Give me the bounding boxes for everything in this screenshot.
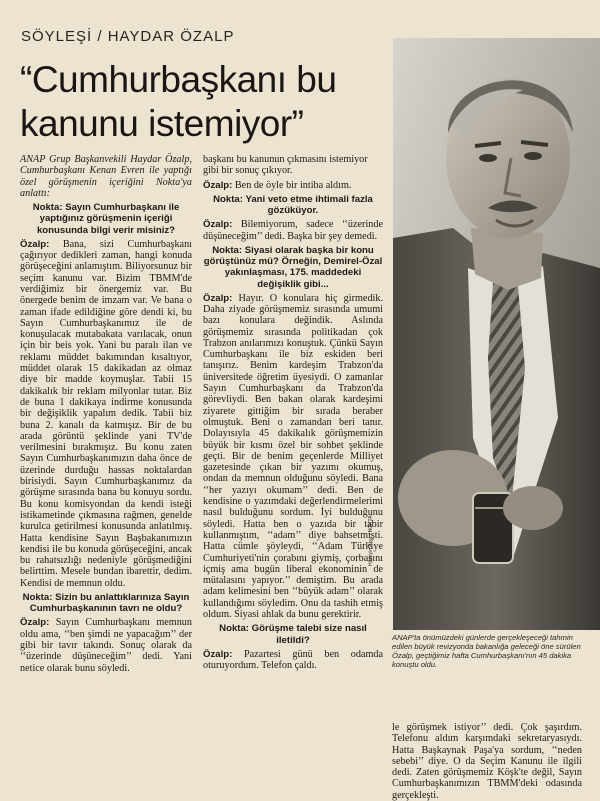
photo-credit: Hüseyin Akar / NOKTA xyxy=(368,515,374,566)
question-6: Nokta: Görüşme talebi size nasıl iletildi? xyxy=(219,623,367,646)
answer-6 xyxy=(203,649,383,672)
speaker-label: Özalp: xyxy=(20,238,50,250)
speaker-label: Özalp: xyxy=(20,617,50,629)
answer-3-text: Ben de öyle bir intiba aldım. xyxy=(234,179,352,191)
answer-1 xyxy=(20,239,192,589)
portrait-illustration xyxy=(393,38,600,630)
question-5: Nokta: Siyasi olarak başka bir konu görüştünüz mü? Örneğin, Demirel-Özal yakınlaşması, 175. maddedeki değişiklik gibi... xyxy=(203,244,383,290)
article-column-2 xyxy=(203,154,383,792)
speaker-label: Özalp: xyxy=(203,648,233,660)
speaker-label: Özalp: xyxy=(203,179,233,191)
answer-1-text: Bana, sizi Cumhurbaşkanı çağırıyor dedikleri zaman, hangi konuda görüşeceğini anlamıştım. Biliyorsunuz bir seçim kanunu var. Bizim TBMM'de verdiğimiz bir önergemiz var. Bu önergede benim de imzam var. Ve bana o zaman ifade edildiğine göre dendi ki, bu Sayın Cumhurbaşkanımız ile de konuşulacak mutabakata varılacak, onun için bir beis yok. Yani bu paralı ilan ve reklamı müddet bakımından kısaltıyor, müddet olarak 15 dakikadan az olmaz diye bir madde koymuşlar. Tabii 15 dakikalık bir reklam milyonlar tutar. Biz de buna 1 dakikaya indirme konusunda bir değişiklik yapalım dedik. Tabii biz buna 2. kanalı da katmışız. Bir de bu arada görüntü şeklinde yani TV'de verilmesini bırakmışız. Bu konu zaten Sayın Cumhurbaşkanımızın daha önce de üzerinde durduğu hassas noktalardan birisiydi. Sayın Cumhurbaşkanımız da görüşme sırasında bana bu konuyu sordu. Bu konu komisyondan da kendi isteği istikametinde çıkmasına rağmen, genelde kurulca getirilmesi konusunda anlatılmış. Hatta kendisine Sayın Başbakanımızın kendisi ile bu konuda görüşeceğini, ancak bu rahatsızlığı nedeniyle görüşmediğini belirttim. Mesele bundan ibarettir, dedim. Kendisi de memnun oldu. xyxy=(20,238,193,589)
answer-2 xyxy=(20,617,192,673)
answer-2-continued: başkanı bu kanunun çıkmasını istemiyor gibi bir sonuç çıkıyor. xyxy=(203,154,368,177)
headline: “Cumhurbaşkanı bu kanunu istemiyor” xyxy=(20,59,337,144)
article-column-3 xyxy=(392,722,582,801)
portrait-photo xyxy=(393,38,600,630)
answer-2-text: Sayın Cumhurbaşkanı memnun oldu ama, ‘‘ben şimdi ne yapacağım’’ der gibi bir tavır takındı. Sonuç olarak da ‘‘üzerinde düşüneceğim’’ dedi. Yani netice olarak bunu söyledi. xyxy=(20,617,192,674)
question-1: Nokta: Sayın Cumhurbaşkanı ile yaptığınız görüşmenin içeriği konusunda bilgi verir misiniz? xyxy=(32,202,180,236)
answer-3 xyxy=(203,180,383,191)
column-3-text: le görüşmek istiyor’’ dedi. Çok şaşırdım. Telefonu aldım karşımdaki sekretaryasıydı. Hatta Başkaynak Paşa'ya sordum, ‘‘neden sebebi’’ diye. O da Seçim Kanunu ile ilgili dedi. Zaten görüşmemiz Köşk'te değil, Sayın Cumhurbaşkanımızın TBMM'deki odasında gerçekleşti. xyxy=(392,722,582,801)
photo-caption: ANAP'ta önümüzdeki günlerde gerçekleşeceği tahmin edilen büyük revizyonda bakanlığa geleceği öne sürülen Özalp, geçtiğimiz hafta Cumhurbaşkanı'nın 45 dakika konuştu oldu. xyxy=(392,633,581,669)
answer-5-text: Hayır. O konulara hiç girmedik. Daha ziyade görüşmemiz sırasında umumi bazı konulara değindik. Aslında görüşmemiz sırasında politikadan çok Trabzon anılarımızı konuştuk. Çünkü Sayın Cumhurbaşkanı ile biz eskiden beri tanışırız. Benim kardeşim Trabzon'da üniversitede öğretim üyesiydi. O zamanlar Sayın Cumhurbaşkanı da Trabzon'da görevliydi. Ben bakan olarak kardeşimi ziyarete gittiğim bir sırada beraber olmuştuk. Beni o zamandan beri tanır. Dolayısıyla 45 dakikalık görüşmemizin büyük bir kısmı özel bir sohbet şeklinde geçti. Bir de benim geçenlerde Milliyet gazetesinde çıkan bir yazımı okumuş, ondan da memnun olduğunu söyledi. Bana ‘‘her yazıyı okumam’’ dedi. Ben de kendisine o yazımdaki değerlendirmelerimi nasıl bulduğunu sordum. İyi bulduğunu söyledi. Hatta ben o yazıda bir tabir kullanmıştım, ‘‘adam’’ diye bahsetmişti. Hatta cümle şöyleydi, ‘‘Adam Türkiye Cumhuriyeti'nin çorabını giymiş, çorbasını içmiş ama bugün liberal ekonominin de mütalasını yapıyor.’’ demiştim. Bu arada adam kelimesini ben ‘‘büyük adam’’ olarak kullandığımı söyledim. Onu da tashih etmiş oldum. Siyasi ahlak da bunu gerektirir. xyxy=(203,292,384,621)
section-label: SÖYLEŞİ / HAYDAR ÖZALP xyxy=(21,28,235,45)
answer-6-text: Pazartesi günü ben odamda oturuyordum. Telefon çaldı. xyxy=(203,648,383,672)
speaker-label: Özalp: xyxy=(203,292,233,304)
question-4: Nokta: Yani veto etme ihtimali fazla gözüküyor. xyxy=(213,193,373,217)
answer-4 xyxy=(203,219,383,242)
answer-5 xyxy=(203,293,383,621)
article-column-1 xyxy=(20,154,192,792)
answer-4-text: Bilemiyorum, sadece ‘‘üzerinde düşüneceğim’’ dedi. Başka bir şey demedi. xyxy=(203,219,383,242)
speaker-label: Özalp: xyxy=(203,219,233,231)
question-2: Nokta: Sizin bu anlattıklarınıza Sayın Cumhurbaşkanının tavrı ne oldu? xyxy=(22,592,190,615)
article-intro: ANAP Grup Başkanvekili Haydar Özalp, Cumhurbaşkanı Kenan Evren ile yaptığı özel görüşmenin içeriğini Nokta'ya anlattı: xyxy=(20,154,192,199)
